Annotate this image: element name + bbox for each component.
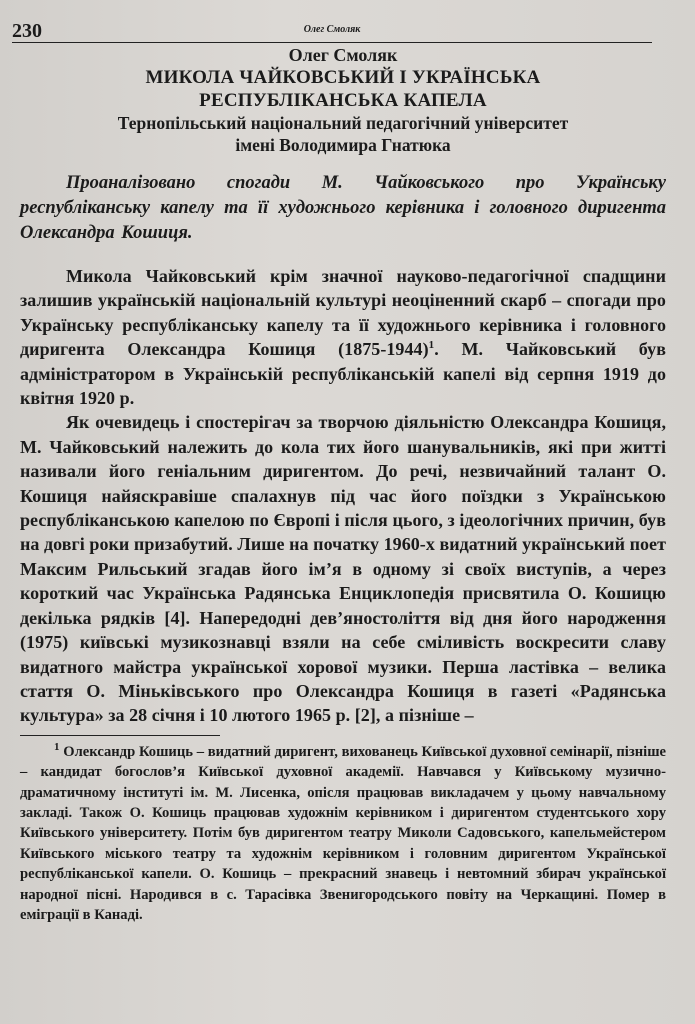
article-author: Олег Смоляк [288, 45, 398, 65]
footnote-text: Олександр Кошиць – видатний диригент, вихованець Київської духовної семінарії, пізніше – кандидат богослов’я Київської духовної академії. Навчався у Київському музично-драматичному інституті ім. М. Лисенка, опісля працював викладачем у цьому навчальному закладі. Також О. Кошиць працював художнім керівником і диригентом студентського хору Київського університету. Потім був диригентом театру Миколи Садовського, капельмейстером Київського міського театру та художнім керівником і головним диригентом Української республіканської капели. О. Кошиць – прекрасний знавець і невтомний збирач української народної пісні. Народився в с. Тарасівка Звенигородського повіту на Черкащині. Помер в еміграції в Канаді. [20, 743, 666, 923]
paragraph-1-text-cont: . М. Чайковський був адміністратором в Українській республіканській капелі від серпня 1919 до квітня 1920 р. [20, 339, 666, 409]
paragraph-2: Як очевидець і спостерігач за творчою діяльністю Олександра Кошиця, М. Чайковський належить до кола тих його шанувальників, які при житті називали його геніальним диригентом. До речі, незвичайний талант О. Кошиця найяскравіше спалахнув під час його поїздки з Українською республіканською капелою по Європі і після цього, з ідеологічних причин, був на довгі роки призабутий. Лише на початку 1960-х видатний український поет Максим Рильський згадав його ім’я в одному зі своїх виступів, а через короткий час Українська Радянська Енциклопедія присвятила О. Кошицю декілька рядків [4]. Напередодні дев’яностоліття від дня його народження (1975) київські музикознавці взяли на себе сміливість воскресити славу видатного майстра української хорової музики. Перша ластівка – велика стаття О. Міньківського про Олександра Кошиця в газеті «Радянська культура» за 28 січня і 10 лютого 1965 р. [2], а пізніше – [20, 412, 666, 726]
paragraph-1-text: Микола Чайковський крім значної науково-педагогічної спадщини залишив українській національній культурі неоціненний скарб – спогади про Українську республіканську капелу та її художнього керівника і головного диригента Олександра Кошиця (1875-1944) [20, 266, 666, 360]
page-number: 230 [12, 20, 42, 42]
page-content [20, 44, 666, 925]
running-head: Олег Смоляк [303, 24, 361, 35]
footnote-divider [20, 735, 220, 736]
footnote-mark: 1 [54, 740, 60, 753]
page-header [12, 20, 652, 43]
article-title-line-1: МИКОЛА ЧАЙКОВСЬКИЙ І УКРАЇНСЬКА [145, 67, 541, 88]
footnote [20, 742, 666, 926]
article-title-line-2: РЕСПУБЛІКАНСЬКА КАПЕЛА [199, 90, 487, 111]
paragraph-1 [20, 264, 666, 410]
affiliation-line-1: Тернопільський національний педагогічний університет [117, 113, 569, 133]
footnote-reference: 1 [428, 339, 435, 352]
body-text [20, 264, 666, 728]
affiliation-line-2: імені Володимира Гнатюка [235, 135, 451, 155]
abstract: Проаналізовано спогади М. Чайковського про Українську республіканську капелу та її художнього керівника і головного диригента Олександра Кошиця. [20, 173, 666, 243]
